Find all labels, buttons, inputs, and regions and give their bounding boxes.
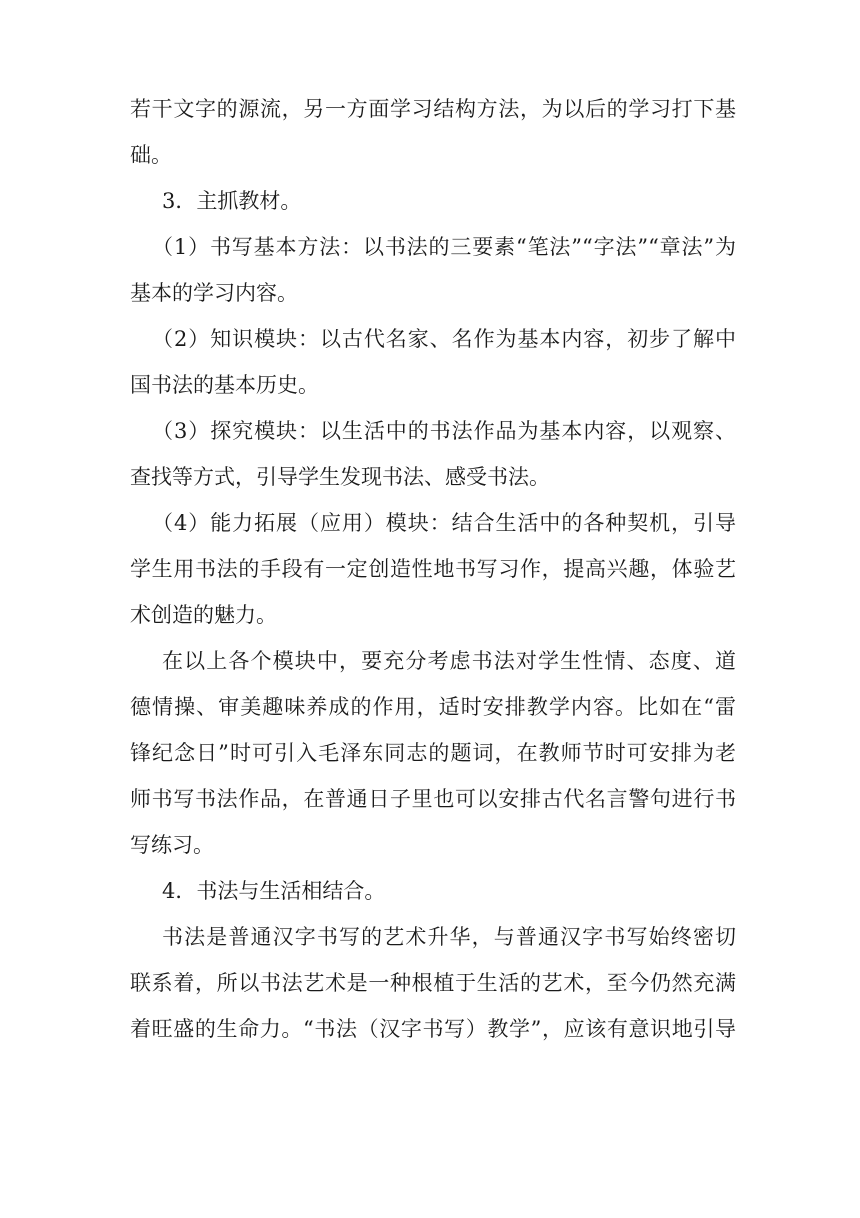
body-text-line: 写练习。	[130, 833, 214, 857]
body-text-line: 础。	[130, 143, 172, 167]
body-text-line: （4）能力拓展（应用）模块：结合生活中的各种契机，引导	[152, 511, 736, 535]
body-text-line: 国书法的基本历史。	[130, 373, 319, 397]
body-text-line: 锋纪念日”时可引入毛泽东同志的题词，在教师节时可安排为老	[130, 741, 736, 765]
body-text-line: 若干文字的源流，另一方面学习结构方法，为以后的学习打下基	[130, 97, 736, 121]
body-text-line: （1）书写基本方法：以书法的三要素“笔法”“字法”“章法”为	[152, 235, 736, 259]
section-heading: 3．主抓教材。	[162, 189, 302, 213]
section-heading: 4．书法与生活相结合。	[162, 879, 386, 903]
body-text-line: 师书写书法作品，在普通日子里也可以安排古代名言警句进行书	[130, 787, 736, 811]
body-text-line: （3）探究模块：以生活中的书法作品为基本内容，以观察、	[152, 419, 736, 443]
body-text-line: 查找等方式，引导学生发现书法、感受书法。	[130, 465, 550, 489]
body-text-line: （2）知识模块：以古代名家、名作为基本内容，初步了解中	[152, 327, 736, 351]
body-text-line: 学生用书法的手段有一定创造性地书写习作，提高兴趣，体验艺	[130, 557, 736, 581]
body-text-line: 德情操、审美趣味养成的作用，适时安排教学内容。比如在“雷	[130, 695, 736, 719]
body-text-line: 基本的学习内容。	[130, 281, 298, 305]
document-page	[130, 86, 736, 1052]
body-text-line: 联系着，所以书法艺术是一种根植于生活的艺术，至今仍然充满	[130, 971, 736, 995]
body-text-line: 在以上各个模块中，要充分考虑书法对学生性情、态度、道	[162, 649, 736, 673]
body-text-line: 书法是普通汉字书写的艺术升华，与普通汉字书写始终密切	[162, 925, 736, 949]
body-text-line: 着旺盛的生命力。“书法（汉字书写）教学”，应该有意识地引导	[130, 1017, 736, 1041]
body-text-line: 术创造的魅力。	[130, 603, 277, 627]
